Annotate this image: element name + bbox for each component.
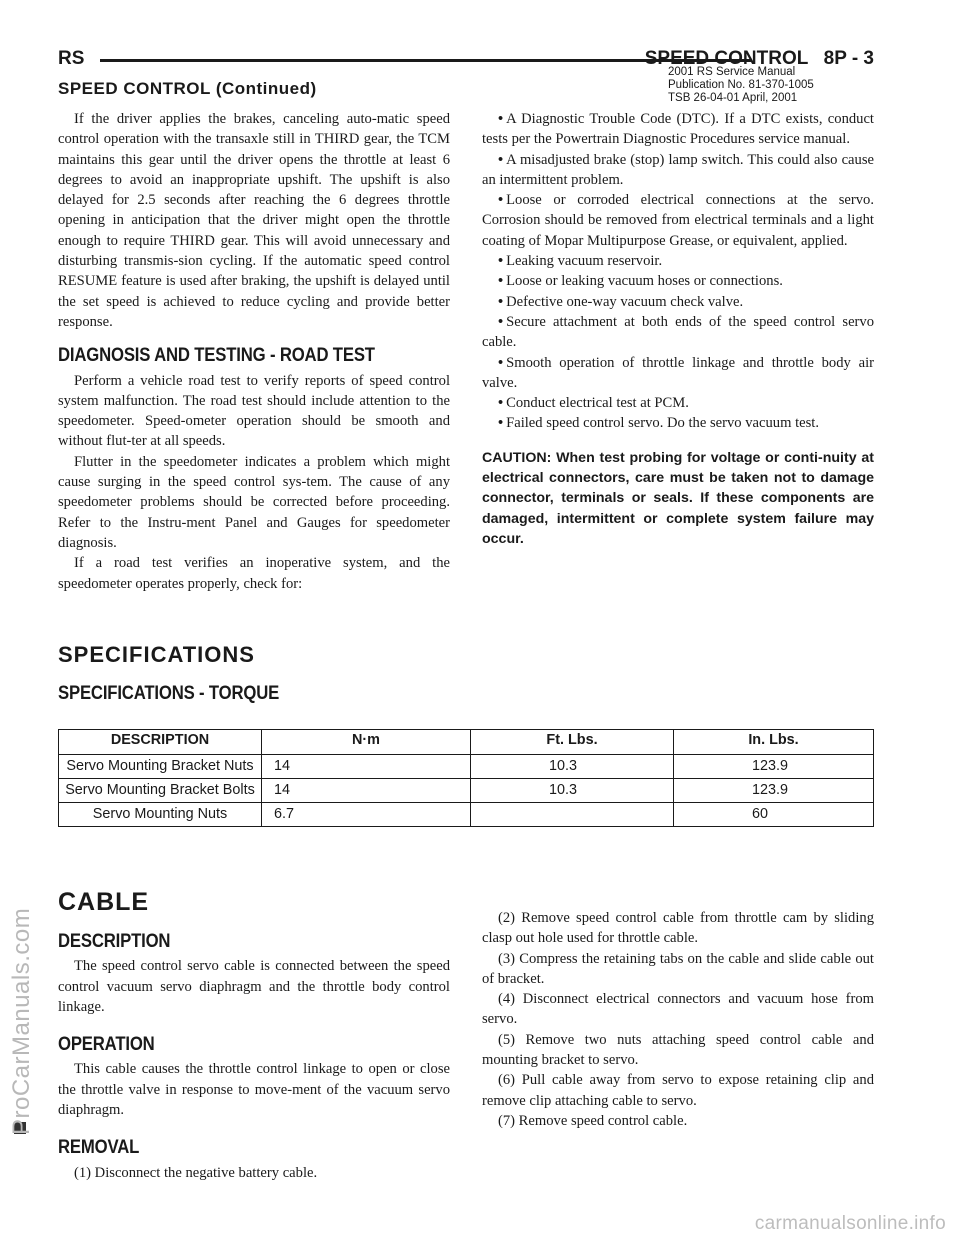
table-header-row — [59, 730, 874, 755]
table-cell: Servo Mounting Bracket Nuts — [59, 755, 262, 779]
list-item: (3) Compress the retaining tabs on the cable and slide cable out of bracket. — [482, 950, 874, 987]
table-cell: 60 — [674, 803, 874, 827]
column-header: In. Lbs. — [674, 730, 874, 755]
table-cell: Servo Mounting Bracket Bolts — [59, 779, 262, 803]
paragraph: Perform a vehicle road test to verify reports of speed control system malfunction. The road test should include attention to the speedometer. Speed-ometer operation should be smooth and without flut-ter at all speeds. — [58, 372, 450, 450]
table-cell: Servo Mounting Nuts — [59, 803, 262, 827]
paragraph: This cable causes the throttle control linkage to open or close the throttle valve in response to move-ment of the vacuum servo diaphragm. — [58, 1061, 450, 1119]
list-item: • Defective one-way vacuum check valve. — [498, 293, 744, 310]
list-item: • Loose or corroded electrical connections at the servo. Corrosion should be removed from electrical terminals and a light coating of Mopar Multipurpose Grease, or equivalent, applied. — [482, 192, 874, 249]
right-column-bottom — [482, 908, 874, 1131]
bullet-icon: • — [498, 151, 504, 168]
paragraph: The speed control servo cable is connected between the speed control vacuum servo diaphragm and the throttle body control linkage. — [58, 958, 450, 1015]
list-item: (4) Disconnect electrical connectors and vacuum hose from servo. — [482, 991, 874, 1028]
bullet-icon: • — [498, 415, 504, 432]
list-item: (1) Disconnect the negative battery cable. — [74, 1164, 318, 1181]
table-cell: 123.9 — [674, 755, 874, 779]
header-section-name: SPEED CONTROL — [644, 48, 809, 69]
bullet-icon: • — [498, 354, 504, 371]
pub-line: TSB 26-04-01 April, 2001 — [668, 92, 798, 104]
bullet-icon: • — [498, 253, 504, 270]
bullet-icon: • — [498, 293, 504, 310]
bullet-icon: • — [498, 111, 504, 127]
list-item: • Loose or leaking vacuum hoses or connections. — [498, 273, 783, 290]
paragraph: Flutter in the speedometer indicates a problem which might cause surging in the speed control sys-tem. The cause of any speedometer problems should be corrected before proceeding. Refer to the Instru-ment Panel and Gauges for speedometer diagnosis. — [58, 453, 450, 551]
list-item: • Leaking vacuum reservoir. — [498, 253, 663, 270]
list-item: • A misadjusted brake (stop) lamp switch. This could also cause an intermittent problem. — [482, 151, 874, 188]
table-row — [59, 779, 874, 803]
pub-line: 2001 RS Service Manual — [668, 66, 796, 78]
bullet-icon: • — [498, 273, 504, 290]
list-item: • Smooth operation of throttle linkage and throttle body air valve. — [482, 354, 874, 391]
caution-note: CAUTION: When test probing for voltage or conti-nuity at electrical connectors, care must be taken not to damage connector, terminals or seals. If these components are damaged, intermittent or complete system failure may occur. — [482, 449, 874, 547]
table-row — [59, 803, 874, 827]
table-cell: 123.9 — [674, 779, 874, 803]
column-header: N·m — [262, 730, 471, 755]
torque-specifications-heading: SPECIFICATIONS - TORQUE — [58, 683, 280, 704]
table-row — [59, 755, 874, 779]
list-item: (7) Remove speed control cable. — [498, 1112, 688, 1129]
bullet-icon: • — [498, 313, 504, 330]
paragraph: If the driver applies the brakes, canceling auto-matic speed control operation with the transaxle still in THIRD gear, the TCM maintains this gear until the driver opens the throttle at least 6 degrees to avoid an inappropriate upshift. The upshift is also delayed for 2.5 seconds after reaching the 6 degrees throttle opening in anticipation that the driver might open the throttle enough to require THIRD gear. This will avoid unnecessary and disturbing transmis-sion cycling. If the automatic speed control RESUME feature is used after braking, the upshift is delayed until the set speed is achieved to reduce cycling and provide better response. — [58, 111, 450, 330]
column-header: Ft. Lbs. — [471, 730, 674, 755]
table-cell: 14 — [262, 779, 471, 803]
cable-heading: CABLE — [58, 888, 150, 916]
torque-table — [58, 729, 874, 827]
section-heading-operation: OPERATION — [58, 1034, 155, 1056]
paragraph: If a road test verifies an inoperative system, and the speedometer operates properly, check for: — [58, 555, 450, 592]
section-heading-road-test: DIAGNOSIS AND TESTING - ROAD TEST — [58, 345, 375, 367]
right-column-top — [482, 109, 874, 549]
left-column-bottom — [58, 918, 450, 1183]
specifications-heading: SPECIFICATIONS — [58, 642, 255, 667]
side-watermark: ProCarManuals.com — [8, 907, 35, 1135]
list-item: (5) Remove two nuts attaching speed control cable and mounting bracket to servo. — [482, 1031, 874, 1069]
list-item: • Conduct electrical test at PCM. — [498, 395, 689, 412]
list-item: • A Diagnostic Trouble Code (DTC). If a DTC exists, conduct tests per the Powertrain Diagnostic Procedures service manual. — [482, 111, 874, 148]
bottom-watermark: carmanualsonline.info — [754, 1213, 946, 1234]
bullet-icon: • — [498, 192, 504, 209]
table-cell: 6.7 — [262, 803, 471, 827]
table-cell: 10.3 — [471, 755, 674, 779]
table-cell — [471, 803, 674, 827]
bullet-icon: • — [498, 395, 504, 412]
table-cell: 10.3 — [471, 779, 674, 803]
list-item: (2) Remove speed control cable from throttle cam by sliding clasp out hole used for throttle cable. — [482, 910, 874, 947]
column-header: DESCRIPTION — [59, 730, 262, 755]
section-heading-removal: REMOVAL — [58, 1137, 140, 1159]
list-item: • Failed speed control servo. Do the servo vacuum test. — [498, 415, 819, 432]
table-cell: 14 — [262, 755, 471, 779]
list-item: • Secure attachment at both ends of the speed control servo cable. — [482, 313, 874, 351]
page-number: 8P - 3 — [823, 48, 874, 69]
pub-line: Publication No. 81-370-1005 — [668, 79, 814, 91]
header-model-code: RS — [58, 48, 85, 69]
continued-heading: SPEED CONTROL (Continued) — [58, 79, 317, 98]
section-heading-description: DESCRIPTION — [58, 931, 171, 952]
publication-info — [668, 66, 814, 105]
left-column-top — [58, 109, 450, 594]
list-item: (6) Pull cable away from servo to expose retaining clip and remove clip attaching cable to servo. — [482, 1072, 874, 1109]
